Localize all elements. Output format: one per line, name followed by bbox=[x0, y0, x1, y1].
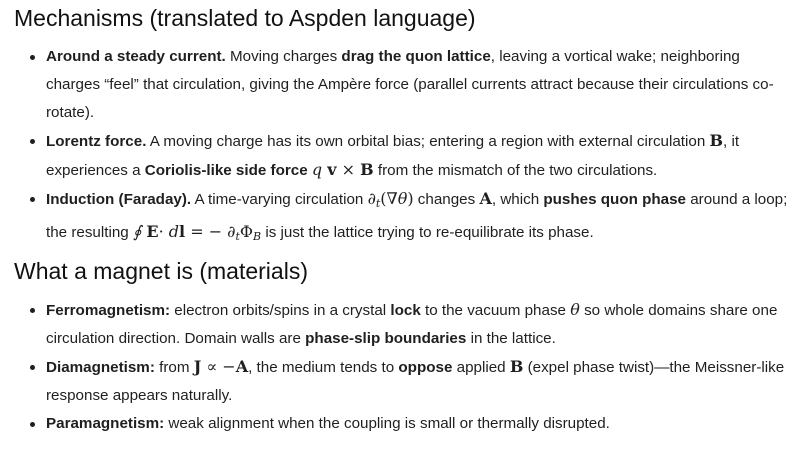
item-text: , it experiences a bbox=[46, 133, 740, 179]
item-lead: Around a steady current. bbox=[46, 48, 226, 65]
materials-list bbox=[0, 296, 800, 438]
math-vector-potential: A bbox=[479, 189, 492, 208]
item-text: A moving charge has its own orbital bias; entering a region with external circulation bbox=[146, 133, 710, 150]
item-lead: Ferromagnetism: bbox=[46, 302, 171, 319]
math-b-field: B bbox=[509, 357, 524, 376]
item-lead: Lorentz force. bbox=[46, 133, 147, 150]
list-item-lorentz-force bbox=[0, 127, 800, 185]
list-item-ferromagnetism bbox=[0, 296, 800, 353]
item-text: A time-varying circulation bbox=[191, 191, 368, 208]
item-bold: drag the quon lattice bbox=[341, 48, 491, 65]
item-text: from bbox=[154, 359, 194, 376]
list-item-diamagnetism bbox=[0, 353, 800, 410]
item-text: changes bbox=[413, 191, 480, 208]
math-b-field: B bbox=[709, 131, 724, 150]
item-bold: Coriolis-like side force bbox=[144, 162, 308, 179]
item-text: weak alignment when the coupling is small or thermally disrupted. bbox=[164, 415, 610, 432]
section-heading-magnet: What a magnet is (materials) bbox=[14, 258, 308, 284]
item-bold: lock bbox=[390, 302, 421, 319]
mechanisms-list bbox=[0, 43, 800, 251]
item-bold: phase-slip boundaries bbox=[305, 330, 467, 347]
item-text: Moving charges bbox=[225, 48, 342, 65]
item-text: is just the lattice trying to re-equilibrate its phase. bbox=[261, 224, 594, 241]
item-lead: Paramagnetism: bbox=[46, 415, 165, 432]
item-text: , which bbox=[491, 191, 544, 208]
item-text: (expel phase twist)—the Meissner-like response appears naturally. bbox=[46, 359, 785, 404]
item-bold: pushes quon phase bbox=[543, 191, 686, 208]
item-text: in the lattice. bbox=[466, 330, 556, 347]
math-lorentz-expression: q v × B bbox=[311, 160, 374, 179]
item-lead: Induction (Faraday). bbox=[46, 191, 192, 208]
item-bold: oppose bbox=[398, 359, 453, 376]
item-text: , leaving a vortical wake; neighboring charges “feel” that circulation, giving the Ampère force (parallel currents attract because their circulations co-rotate). bbox=[46, 48, 774, 121]
list-item-induction bbox=[0, 185, 800, 251]
item-text: to the vacuum phase bbox=[420, 302, 571, 319]
list-item-paramagnetism bbox=[0, 410, 800, 438]
item-text: from the mismatch of the two circulations. bbox=[373, 162, 658, 179]
item-text: electron orbits/spins in a crystal bbox=[170, 302, 391, 319]
section-heading-mechanisms: Mechanisms (translated to Aspden language) bbox=[14, 5, 476, 31]
item-text: applied bbox=[452, 359, 510, 376]
list-item-steady-current bbox=[0, 43, 800, 127]
item-text: around a loop; the resulting bbox=[46, 191, 788, 241]
math-theta: θ bbox=[570, 300, 580, 319]
item-text: so whole domains share one circulation direction. Domain walls are bbox=[46, 302, 778, 347]
item-text: , the medium tends to bbox=[248, 359, 399, 376]
item-lead: Diamagnetism: bbox=[46, 359, 155, 376]
math-time-derivative-curl: $\partial_t(\nabla\theta)$ bbox=[367, 189, 414, 210]
math-faraday-law: ∮ E· dl = − $\partial_t\Phi_B$ bbox=[132, 222, 262, 243]
math-j-proportional: J ∝ −A bbox=[193, 357, 249, 376]
